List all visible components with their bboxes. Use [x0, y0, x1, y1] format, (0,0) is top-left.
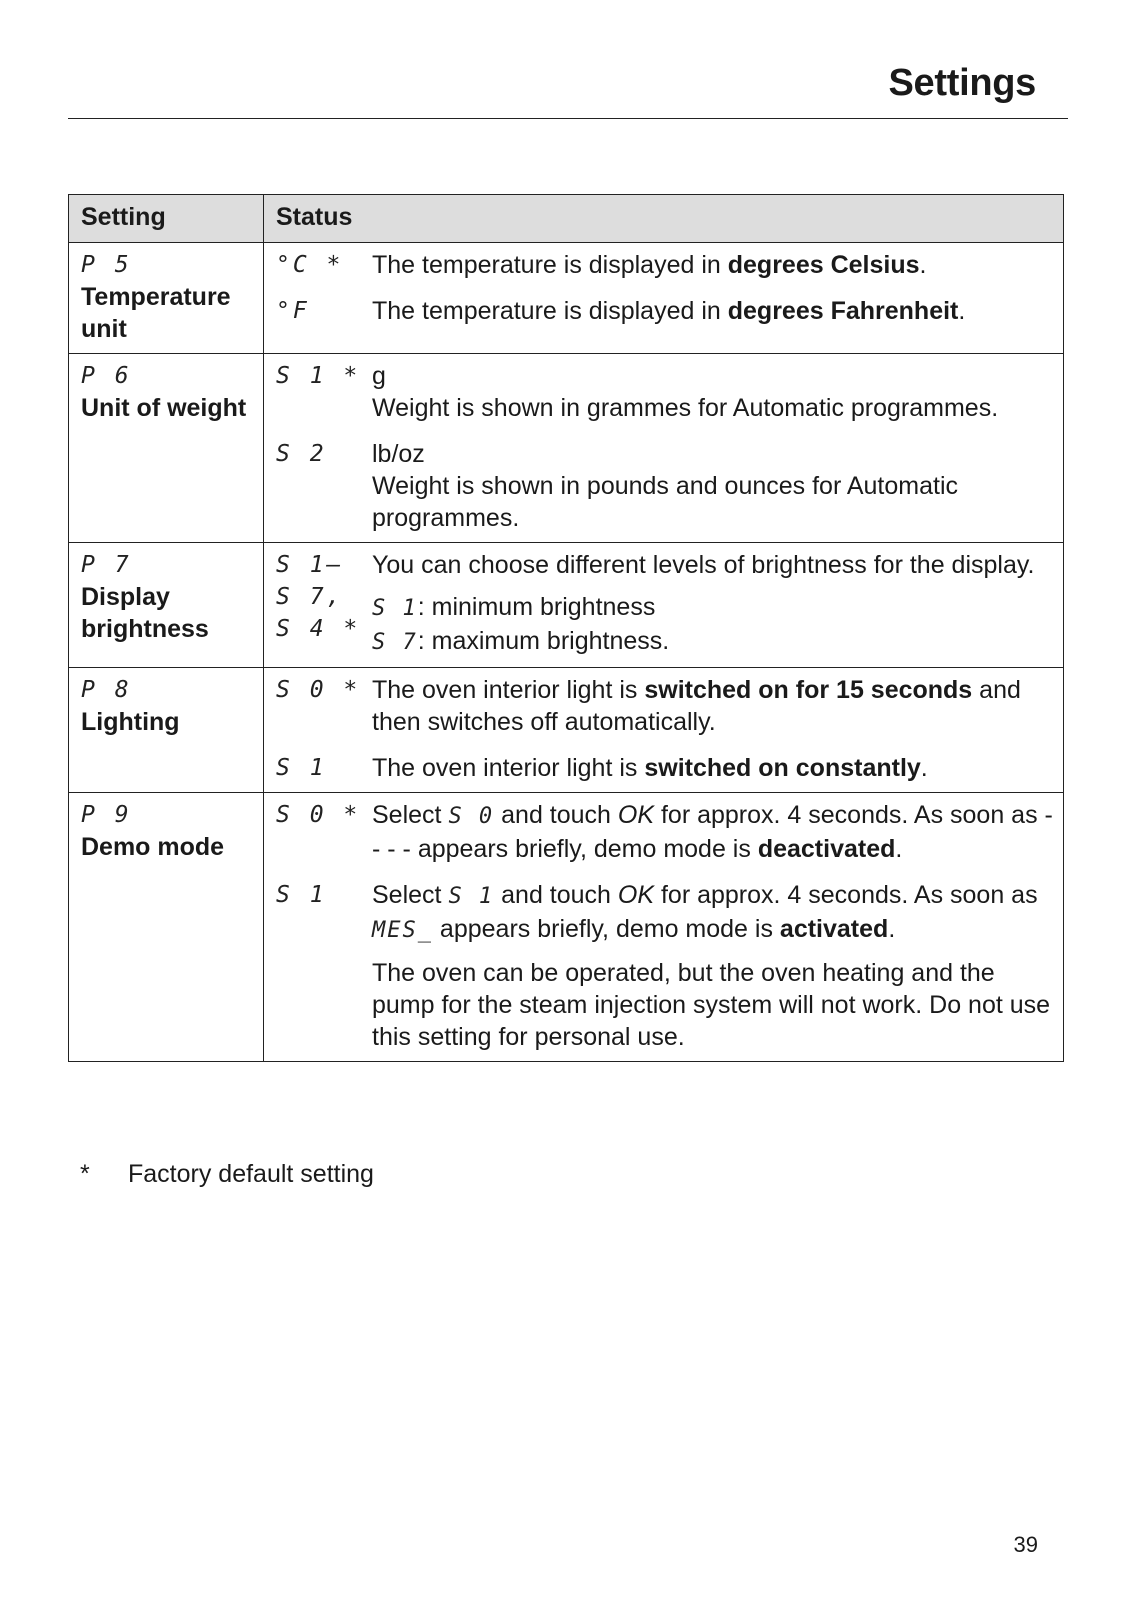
footnote-text: Factory default setting	[128, 1160, 374, 1188]
status-option	[276, 249, 1055, 281]
status-option	[276, 879, 1055, 1053]
status-description: The temperature is displayed in degrees Fahrenheit.	[372, 297, 966, 325]
unit-label: g	[372, 362, 386, 390]
setting-code: P 7	[81, 552, 132, 578]
footnote-marker: *	[80, 1160, 90, 1188]
table-row	[69, 793, 1064, 1062]
table-row	[69, 668, 1064, 793]
setting-cell	[69, 543, 264, 668]
status-description	[372, 360, 1055, 424]
table-row	[69, 354, 1064, 543]
status-cell	[264, 668, 1064, 793]
unit-text: Weight is shown in grammes for Automatic programmes.	[372, 394, 999, 422]
footnote	[80, 1158, 374, 1190]
setting-code: P 5	[81, 252, 132, 278]
status-option	[276, 549, 1055, 659]
status-cell	[264, 543, 1064, 668]
status-value-range: S 1– S 7, S 4 *	[276, 552, 361, 642]
page-title: Settings	[888, 62, 1036, 104]
status-option	[276, 438, 1055, 534]
status-description: Select S 1 and touch OK for approx. 4 seconds. As soon as MES_ appears briefly, demo mode is activated. The oven can be operated, but the oven heating and the pump for the steam injection system will not work. Do not use this setting for personal use.	[372, 879, 1055, 1053]
setting-cell	[69, 668, 264, 793]
title-divider	[68, 118, 1068, 119]
setting-name: Temperature unit	[81, 283, 231, 343]
settings-table	[68, 194, 1064, 1062]
status-description: You can choose different levels of brightness for the display. S 1: minimum brightness S 7: maximum brightness.	[372, 551, 1035, 655]
status-cell	[264, 243, 1064, 354]
status-option	[276, 674, 1055, 738]
status-option	[276, 360, 1055, 424]
status-value: S 1	[276, 882, 327, 908]
setting-code: P 8	[81, 677, 132, 703]
status-description: The oven interior light is switched on for 15 seconds and then switches off automatically.	[372, 676, 1021, 736]
page-number: 39	[1013, 1532, 1038, 1557]
setting-cell	[69, 793, 264, 1062]
status-value: S 1 *	[276, 363, 361, 389]
status-option	[276, 799, 1055, 865]
unit-label: lb/oz	[372, 440, 425, 468]
status-description: Select S 0 and touch OK for approx. 4 seconds. As soon as - - - - appears briefly, demo mode is deactivated.	[372, 801, 1053, 863]
table-row	[69, 243, 1064, 354]
column-header-setting: Setting	[69, 195, 264, 243]
setting-code: P 6	[81, 363, 132, 389]
setting-name: Lighting	[81, 708, 180, 736]
status-description: The oven interior light is switched on constantly.	[372, 754, 928, 782]
demo-mode-note: The oven can be operated, but the oven heating and the pump for the steam injection system will not work. Do not use this setting for personal use.	[372, 959, 1051, 1051]
setting-name: Display brightness	[81, 583, 209, 643]
status-cell	[264, 354, 1064, 543]
setting-name: Unit of weight	[81, 394, 247, 422]
status-description: The temperature is displayed in degrees Celsius.	[372, 251, 927, 279]
setting-cell	[69, 354, 264, 543]
status-value: S 2	[276, 441, 327, 467]
status-option	[276, 752, 1055, 784]
status-value: S 1	[276, 755, 327, 781]
status-description	[372, 438, 1055, 534]
status-value: °F	[276, 298, 310, 324]
table-header-row	[69, 195, 1064, 243]
setting-code: P 9	[81, 802, 132, 828]
table-row	[69, 543, 1064, 668]
column-header-status: Status	[264, 195, 1064, 243]
unit-text: Weight is shown in pounds and ounces for Automatic programmes.	[372, 472, 958, 532]
status-value: °C *	[276, 252, 344, 278]
status-option	[276, 295, 1055, 327]
status-value: S 0 *	[276, 802, 361, 828]
status-value: S 0 *	[276, 677, 361, 703]
setting-name: Demo mode	[81, 833, 225, 861]
status-cell	[264, 793, 1064, 1062]
setting-cell	[69, 243, 264, 354]
